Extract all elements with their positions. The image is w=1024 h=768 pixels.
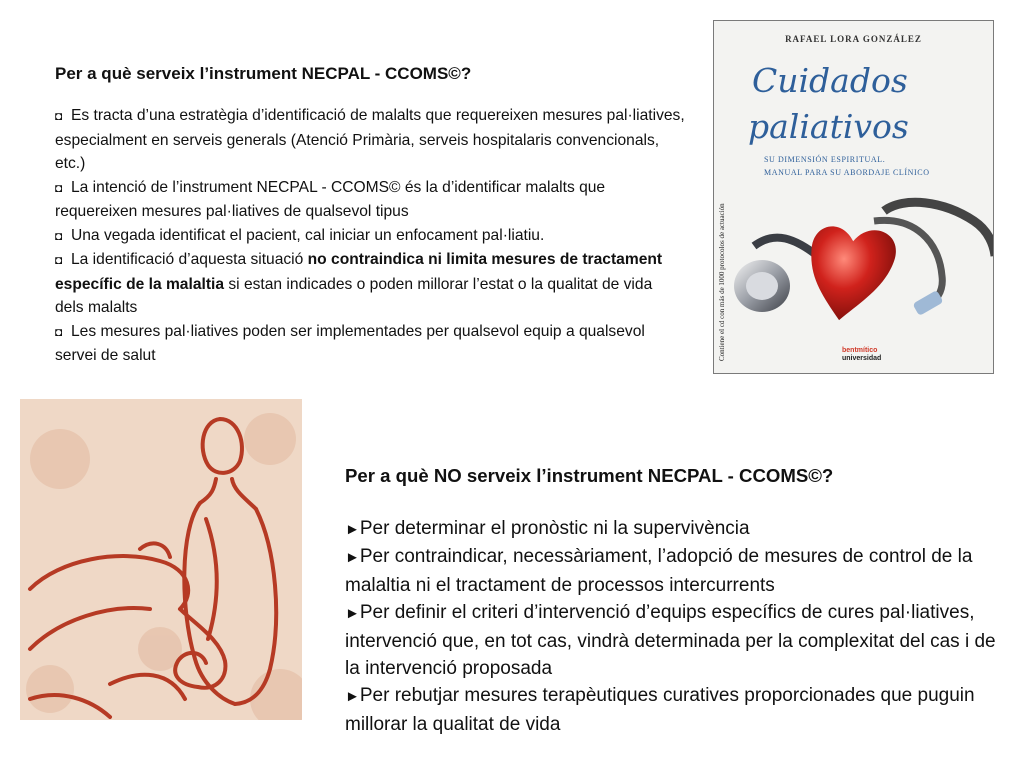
bullet-icon: ◘ [55, 180, 63, 195]
book-cover-note: Contiene el cd con más de 1000 protocolos de actuación [718, 203, 726, 361]
list-item: ◘ La identificació d’aquesta situació no contraindica ni limita mesures de tractament específic de la malaltia si estan indicades o poden millorar l’estat o la qualitat de vida dels malalts [55, 251, 663, 316]
book-author: RAFAEL LORA GONZÁLEZ [785, 34, 922, 44]
list-item: ◘ Es tracta d’una estratègia d’identificació de malalts que requereixen mesures pal·liatives, especialment en serveis generals (Atenció Primària, serveis hospitalaris convencionals, etc.) [55, 107, 685, 172]
figure-drawing-image [20, 399, 302, 720]
arrow-bullet-icon: ► [345, 688, 360, 706]
list-item: ◘ Les mesures pal·liatives poden ser implementades per qualsevol equip a qualsevol servei de salut [55, 322, 645, 364]
section-title-purpose: Per a què serveix l’instrument NECPAL - CCOMS©? [55, 64, 472, 83]
arrow-bullet-icon: ► [345, 605, 360, 623]
publisher-logo: bentmítico [842, 347, 878, 354]
publisher-name: universidad [842, 355, 882, 362]
arrow-bullet-icon: ► [345, 549, 360, 567]
arrow-bullet-icon: ► [345, 521, 360, 538]
list-item: ◘ Una vegada identificat el pacient, cal iniciar un enfocament pal·liatiu. [55, 224, 685, 249]
book-title-line2: paliativos [748, 107, 909, 146]
list-item: ►Per contraindicar, necessàriament, l’adopció de mesures de control de la malaltia ni el tractament de processos intercurrents [345, 546, 973, 596]
emphasis-text: no contraindica ni limita mesures de tractament específic de la malaltia [55, 251, 663, 293]
bullet-icon: ◘ [55, 109, 63, 123]
section-title-not-purpose: Per a què NO serveix l’instrument NECPAL - CCOMS©? [345, 465, 834, 486]
book-subtitle-2: MANUAL PARA SU ABORDAJE CLÍNICO [764, 168, 930, 177]
bullet-icon: ◘ [55, 324, 63, 339]
list-item: ►Per rebutjar mesures terapèutiques curatives proporcionades que puguin millorar la qualitat de vida [345, 685, 975, 735]
bullet-icon: ◘ [55, 253, 63, 267]
necpal-purpose-section [55, 62, 685, 368]
list-item: ◘ La intenció de l’instrument NECPAL - CCOMS© és la d’identificar malalts que requereixen mesures pal·liatives de qualsevol tipus [55, 178, 606, 220]
book-cover-image [713, 20, 994, 374]
list-item: ►Per determinar el pronòstic ni la supervivència [345, 518, 750, 539]
book-subtitle-1: SU DIMENSIÓN ESPIRITUAL. [764, 155, 886, 164]
list-item: ►Per definir el criteri d’intervenció d’equips específics de cures pal·liatives, intervenció que, en tot cas, vindrà determinada per la complexitat del cas i de la intervenció proposada [345, 602, 996, 680]
bullet-icon: ◘ [55, 228, 63, 243]
book-title-line1: Cuidados [752, 61, 908, 100]
necpal-limitations-section [345, 462, 1005, 738]
